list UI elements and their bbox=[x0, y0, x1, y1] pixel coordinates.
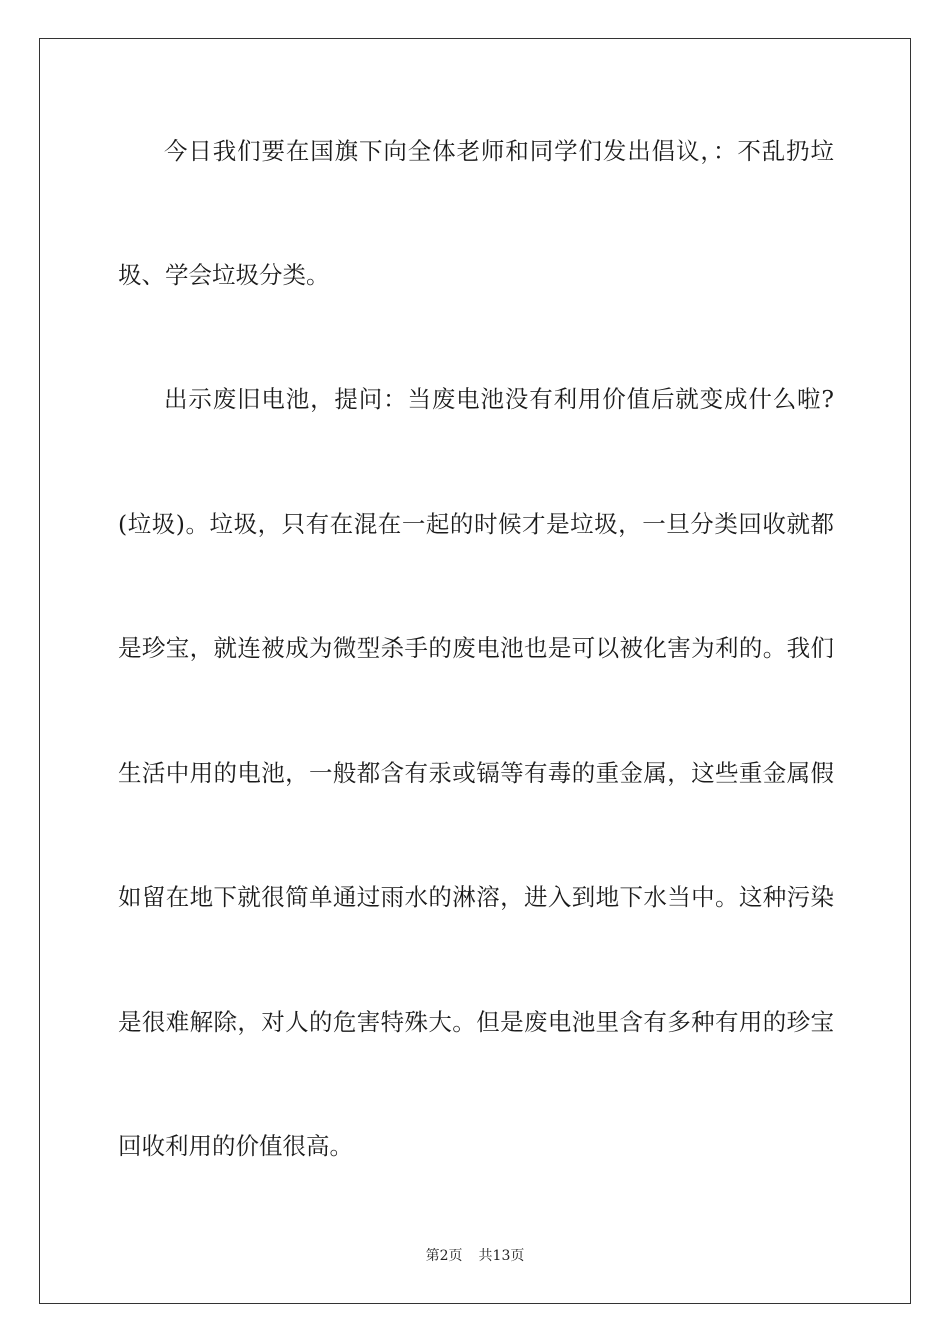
total-pages: 共13页 bbox=[478, 1248, 525, 1264]
paragraph-2-line-7: 回收利用的价值很高。 bbox=[118, 1132, 353, 1160]
paragraph-2-line-4: 生活中用的电池，一般都含有汞或镉等有毒的重金属，这些重金属假 bbox=[118, 759, 834, 787]
paragraph-2-line-5: 如留在地下就很简单通过雨水的淋溶，进入到地下水当中。这种污染 bbox=[118, 883, 834, 911]
paragraph-2-line-2: (垃圾)。垃圾，只有在混在一起的时候才是垃圾，一旦分类回收就都 bbox=[118, 510, 834, 538]
paragraph-2-line-1: 出示废旧电池，提问：当废电池没有利用价值后就变成什么啦? bbox=[164, 385, 834, 413]
paragraph-1-line-2: 圾、学会垃圾分类。 bbox=[118, 261, 330, 289]
paragraph-2-line-6: 是很难解除，对人的危害特殊大。但是废电池里含有多种有用的珍宝 bbox=[118, 1008, 834, 1036]
page-number: 第2页 bbox=[425, 1248, 463, 1264]
paragraph-2-line-3: 是珍宝，就连被成为微型杀手的废电池也是可以被化害为利的。我们 bbox=[118, 634, 834, 662]
page-footer bbox=[0, 1247, 950, 1265]
paragraph-1-line-1: 今日我们要在国旗下向全体老师和同学们发出倡议，：不乱扔垃 bbox=[164, 137, 834, 165]
page-border bbox=[39, 38, 911, 1304]
